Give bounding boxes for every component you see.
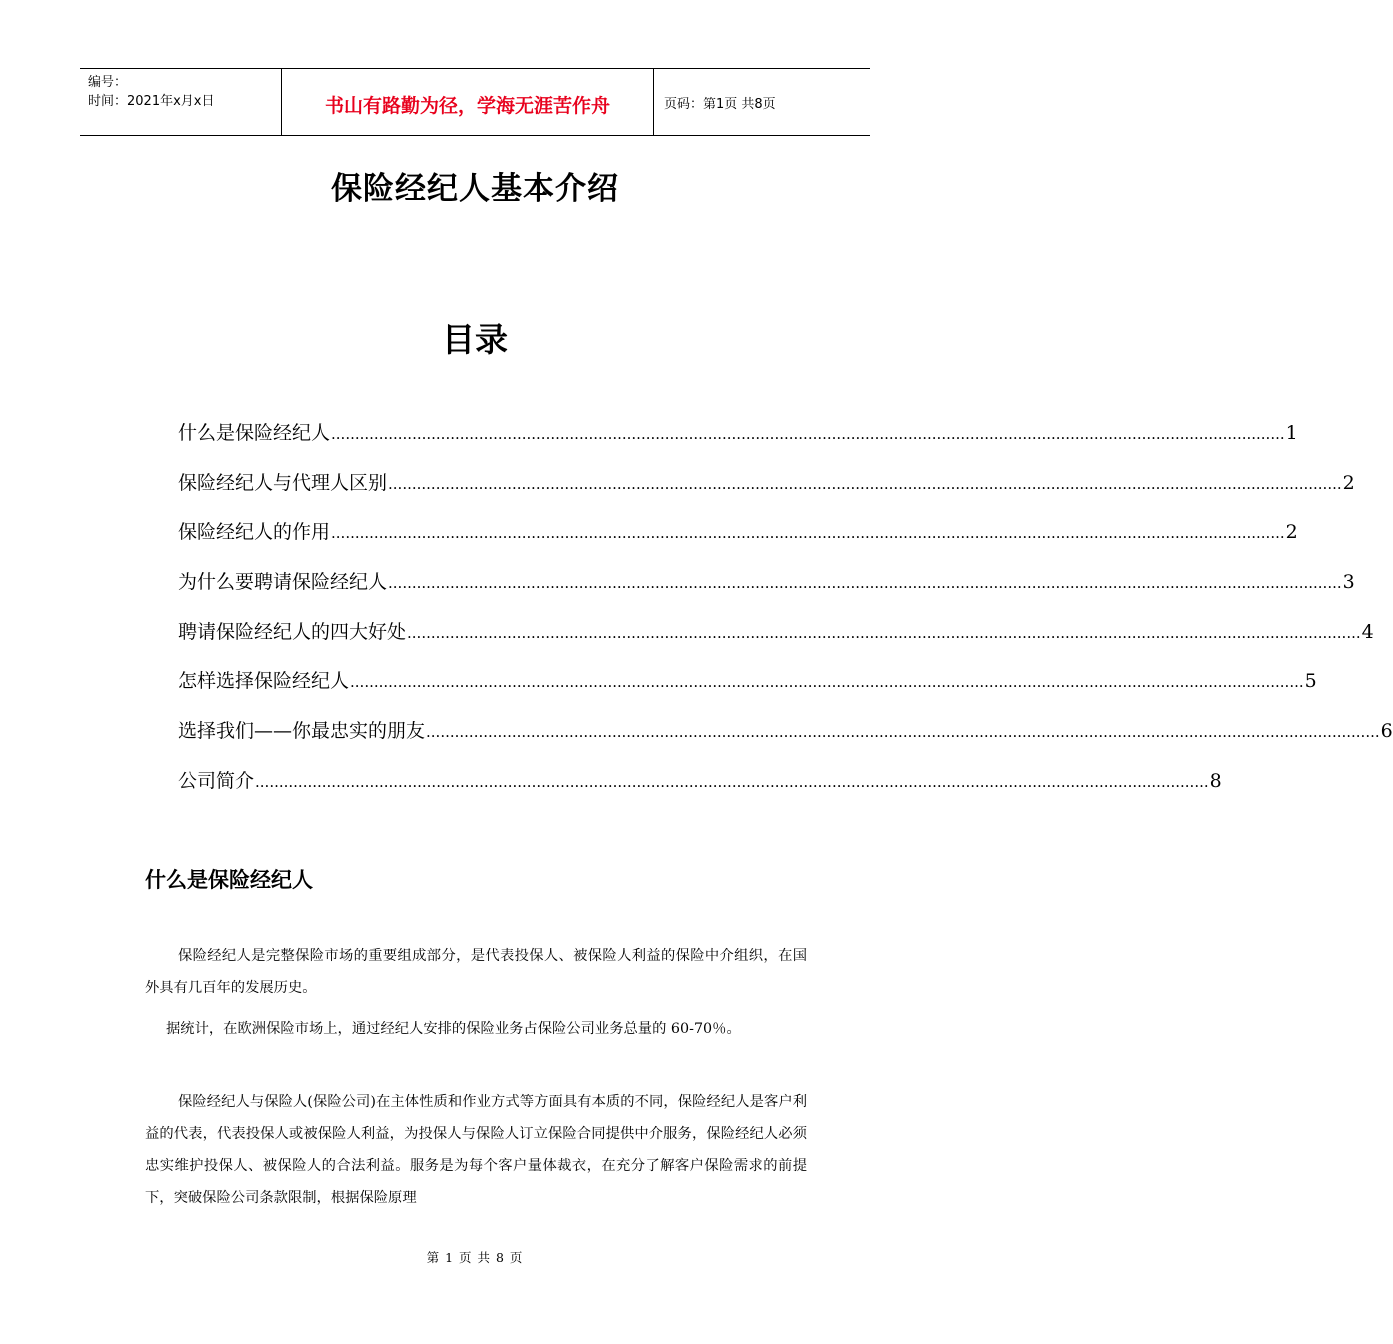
page-footer: 第 1 页 共 8 页 bbox=[426, 1250, 524, 1265]
motto: 书山有路勤为径，学海无涯苦作舟 bbox=[282, 69, 654, 135]
toc-item-text: 什么是保险经纪人 bbox=[178, 422, 331, 444]
number-label: 编号： bbox=[88, 75, 128, 90]
body-paragraph: 保险经纪人是完整保险市场的重要组成部分，是代表投保人、被保险人利益的保险中介组织，在国外具有几百年的发展历史。 bbox=[145, 948, 807, 996]
toc-leader-dots: ........................................................................................................................................................................................................ bbox=[350, 673, 1304, 692]
toc-leader-dots: ........................................................................................................................................................................................................ bbox=[331, 425, 1285, 443]
toc-item[interactable] bbox=[178, 468, 1355, 518]
toc-item[interactable] bbox=[178, 716, 1393, 766]
toc-heading: 目录 bbox=[442, 320, 508, 359]
toc-item-page: 5 bbox=[1304, 670, 1317, 693]
toc-item-text: 公司简介 bbox=[178, 769, 255, 792]
toc-item[interactable] bbox=[178, 666, 1317, 716]
body-paragraph: 保险经纪人与保险人(保险公司)在主体性质和作业方式等方面具有本质的不同，保险经纪人是客户利益的代表，代表投保人或被保险人利益，为投保人与保险人订立保险合同提供中介服务，保险经纪人必须忠实维护投保人、被保险人的合法利益。服务是为每个客户量体裁衣，在充分了解客户保险需求的前提下，突破保险公司条款限制，根据保险原理 bbox=[145, 1094, 807, 1206]
header-table bbox=[80, 68, 870, 136]
toc-item-page: 2 bbox=[1342, 471, 1355, 494]
toc-leader-dots: ........................................................................................................................................................................................................ bbox=[388, 474, 1342, 493]
toc-item[interactable] bbox=[178, 567, 1355, 617]
toc-leader-dots: ........................................................................................................................................................................................................ bbox=[388, 574, 1342, 593]
toc-leader-dots: ........................................................................................................................................................................................................ bbox=[407, 623, 1361, 642]
table-of-contents bbox=[178, 418, 1393, 816]
toc-item[interactable] bbox=[178, 617, 1374, 667]
toc-item-text: 为什么要聘请保险经纪人 bbox=[178, 571, 388, 594]
section-heading: 什么是保险经纪人 bbox=[145, 868, 313, 892]
toc-item-text: 保险经纪人的作用 bbox=[178, 521, 331, 544]
header-info-cell bbox=[80, 69, 282, 135]
toc-item-text: 聘请保险经纪人的四大好处 bbox=[178, 620, 407, 643]
toc-leader-dots: ........................................................................................................................................................................................................ bbox=[331, 524, 1285, 543]
time-label: 时间：2021年x月x日 bbox=[88, 94, 215, 109]
toc-item[interactable] bbox=[178, 766, 1222, 816]
toc-item-page: 3 bbox=[1342, 571, 1355, 594]
toc-item-page: 6 bbox=[1380, 720, 1393, 743]
document-title: 保险经纪人基本介绍 bbox=[331, 171, 619, 207]
toc-item-text: 保险经纪人与代理人区别 bbox=[178, 471, 388, 494]
toc-item[interactable] bbox=[178, 517, 1298, 567]
toc-item-page: 1 bbox=[1285, 422, 1298, 444]
toc-leader-dots: ........................................................................................................................................................................................................ bbox=[426, 723, 1380, 742]
toc-item-text: 选择我们——你最忠实的朋友 bbox=[178, 720, 426, 743]
page-info: 页码：第1页 共8页 bbox=[664, 96, 776, 112]
body-paragraph: 据统计，在欧洲保险市场上，通过经纪人安排的保险业务占保险公司业务总量的 60-70％。 bbox=[166, 1021, 741, 1037]
toc-item[interactable] bbox=[178, 418, 1298, 468]
toc-item-page: 8 bbox=[1209, 769, 1222, 792]
toc-item-page: 2 bbox=[1285, 521, 1298, 544]
toc-item-text: 怎样选择保险经纪人 bbox=[178, 670, 350, 693]
toc-leader-dots: ........................................................................................................................................................................................................ bbox=[255, 772, 1209, 791]
toc-item-page: 4 bbox=[1361, 620, 1374, 643]
